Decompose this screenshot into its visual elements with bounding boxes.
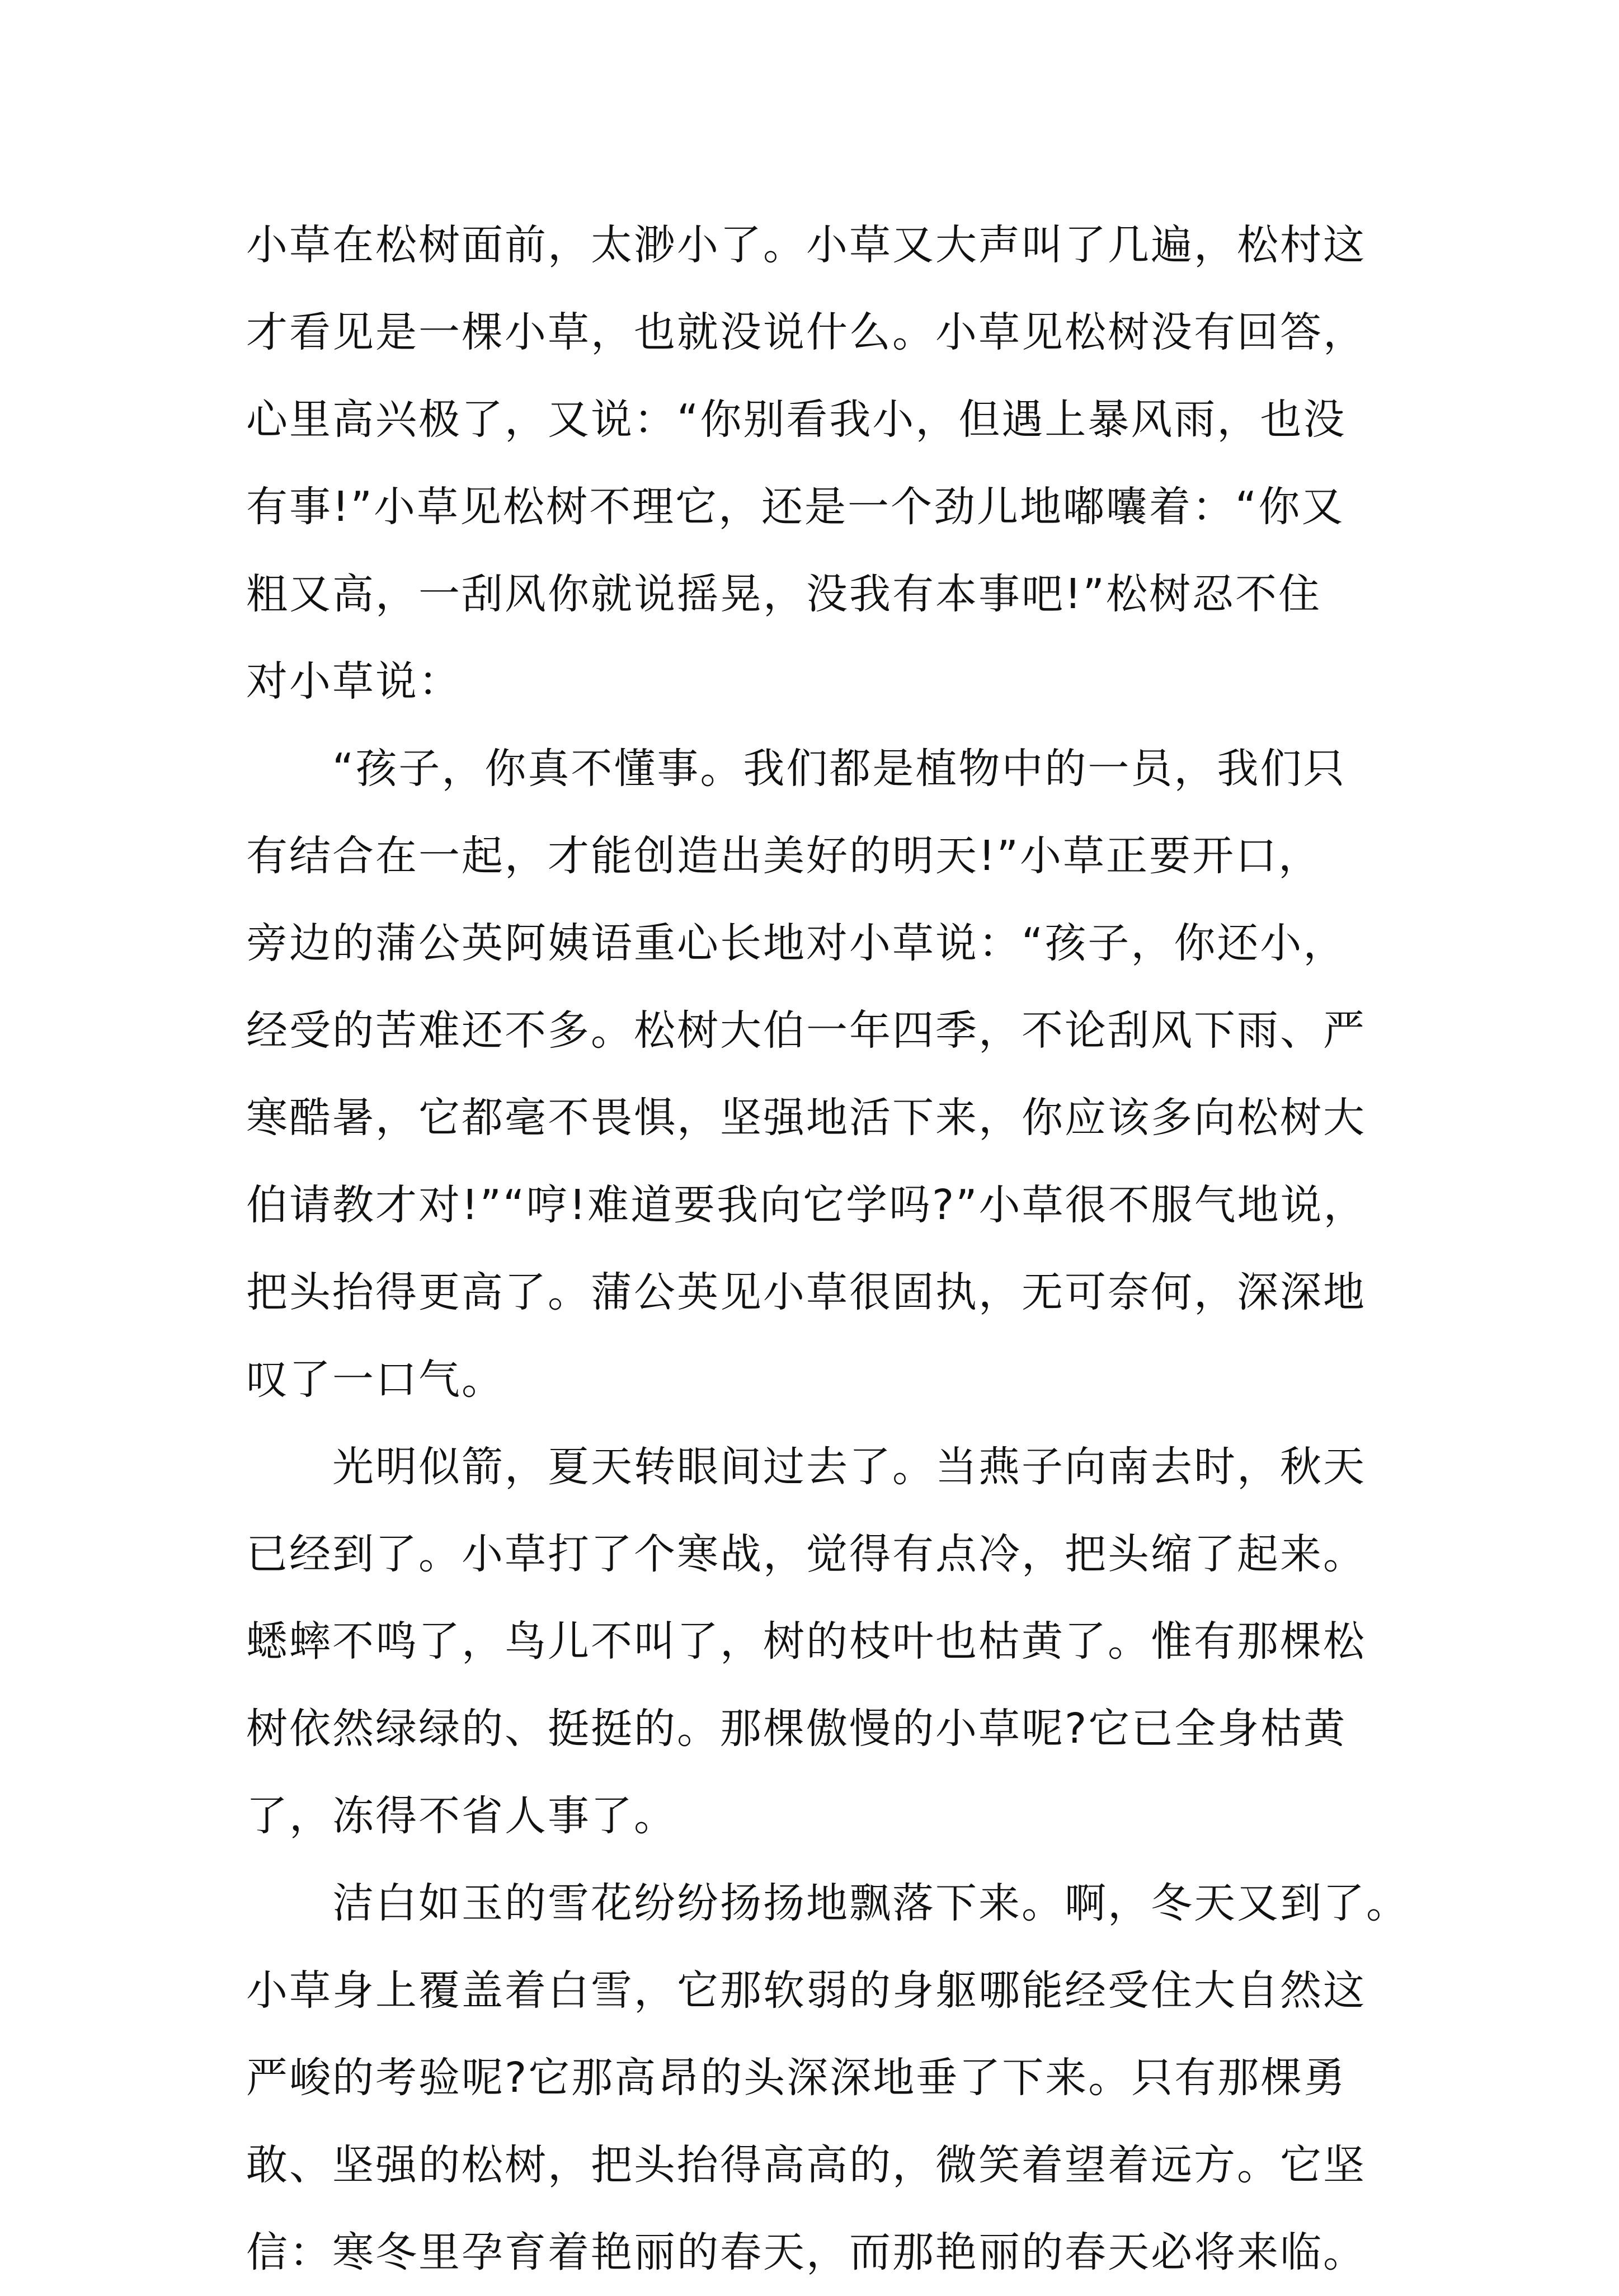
text-line: “孩子，你真不懂事。我们都是植物中的一员，我们只 bbox=[246, 745, 1347, 793]
text-line: 伯请教才对!”“哼!难道要我向它学吗?”小草很不服气地说， bbox=[246, 1181, 1367, 1229]
text-line: 旁边的蒲公英阿姨语重心长地对小草说：“孩子，你还小， bbox=[246, 919, 1347, 967]
text-line: 蟋蟀不鸣了，鸟儿不叫了，树的枝叶也枯黄了。惟有那棵松 bbox=[246, 1617, 1366, 1665]
body-text bbox=[246, 201, 1421, 2296]
text-line: 把头抬得更高了。蒲公英见小草很固执，无可奈何，深深地 bbox=[246, 1268, 1366, 1316]
text-line: 粗又高，一刮风你就说摇晃，没我有本事吧!”松树忍不住 bbox=[246, 570, 1321, 618]
text-line: 对小草说： bbox=[246, 657, 462, 705]
text-line: 有结合在一起，才能创造出美好的明天!”小草正要开口， bbox=[246, 832, 1321, 880]
text-line: 敢、坚强的松树，把头抬得高高的，微笑着望着远方。它坚 bbox=[246, 2141, 1366, 2189]
text-line: 才看见是一棵小草，也就没说什么。小草见松树没有回答， bbox=[246, 308, 1366, 356]
text-line: 树依然绿绿的、挺挺的。那棵傲慢的小草呢?它已全身枯黄 bbox=[246, 1705, 1347, 1753]
text-line: 小草在松树面前，太渺小了。小草又大声叫了几遍，松村这 bbox=[246, 221, 1366, 269]
text-line: 信：寒冬里孕育着艳丽的春天，而那艳丽的春天必将来临。 bbox=[246, 2228, 1366, 2276]
text-line: 了，冻得不省人事了。 bbox=[246, 1792, 677, 1840]
text-line: 叹了一口气。 bbox=[246, 1356, 505, 1404]
text-line: 经受的苦难还不多。松树大伯一年四季，不论刮风下雨、严 bbox=[246, 1006, 1366, 1055]
text-line: 洁白如玉的雪花纷纷扬扬地飘落下来。啊，冬天又到了。 bbox=[246, 1879, 1409, 1927]
text-line: 有事!”小草见松树不理它，还是一个劲儿地嘟囔着：“你又 bbox=[246, 483, 1345, 531]
text-line: 心里高兴极了，又说：“你别看我小，但遇上暴风雨，也没 bbox=[246, 396, 1347, 444]
text-line: 已经到了。小草打了个寒战，觉得有点冷，把头缩了起来。 bbox=[246, 1530, 1366, 1578]
text-line: 严峻的考验呢?它那高昂的头深深地垂了下来。只有那棵勇 bbox=[246, 2054, 1347, 2102]
text-line: 光明似箭，夏天转眼间过去了。当燕子向南去时，秋天 bbox=[246, 1443, 1366, 1491]
text-line: 寒酷暑，它都毫不畏惧，坚强地活下来，你应该多向松树大 bbox=[246, 1094, 1366, 1142]
text-line: 小草身上覆盖着白雪，它那软弱的身躯哪能经受住大自然这 bbox=[246, 1966, 1366, 2015]
